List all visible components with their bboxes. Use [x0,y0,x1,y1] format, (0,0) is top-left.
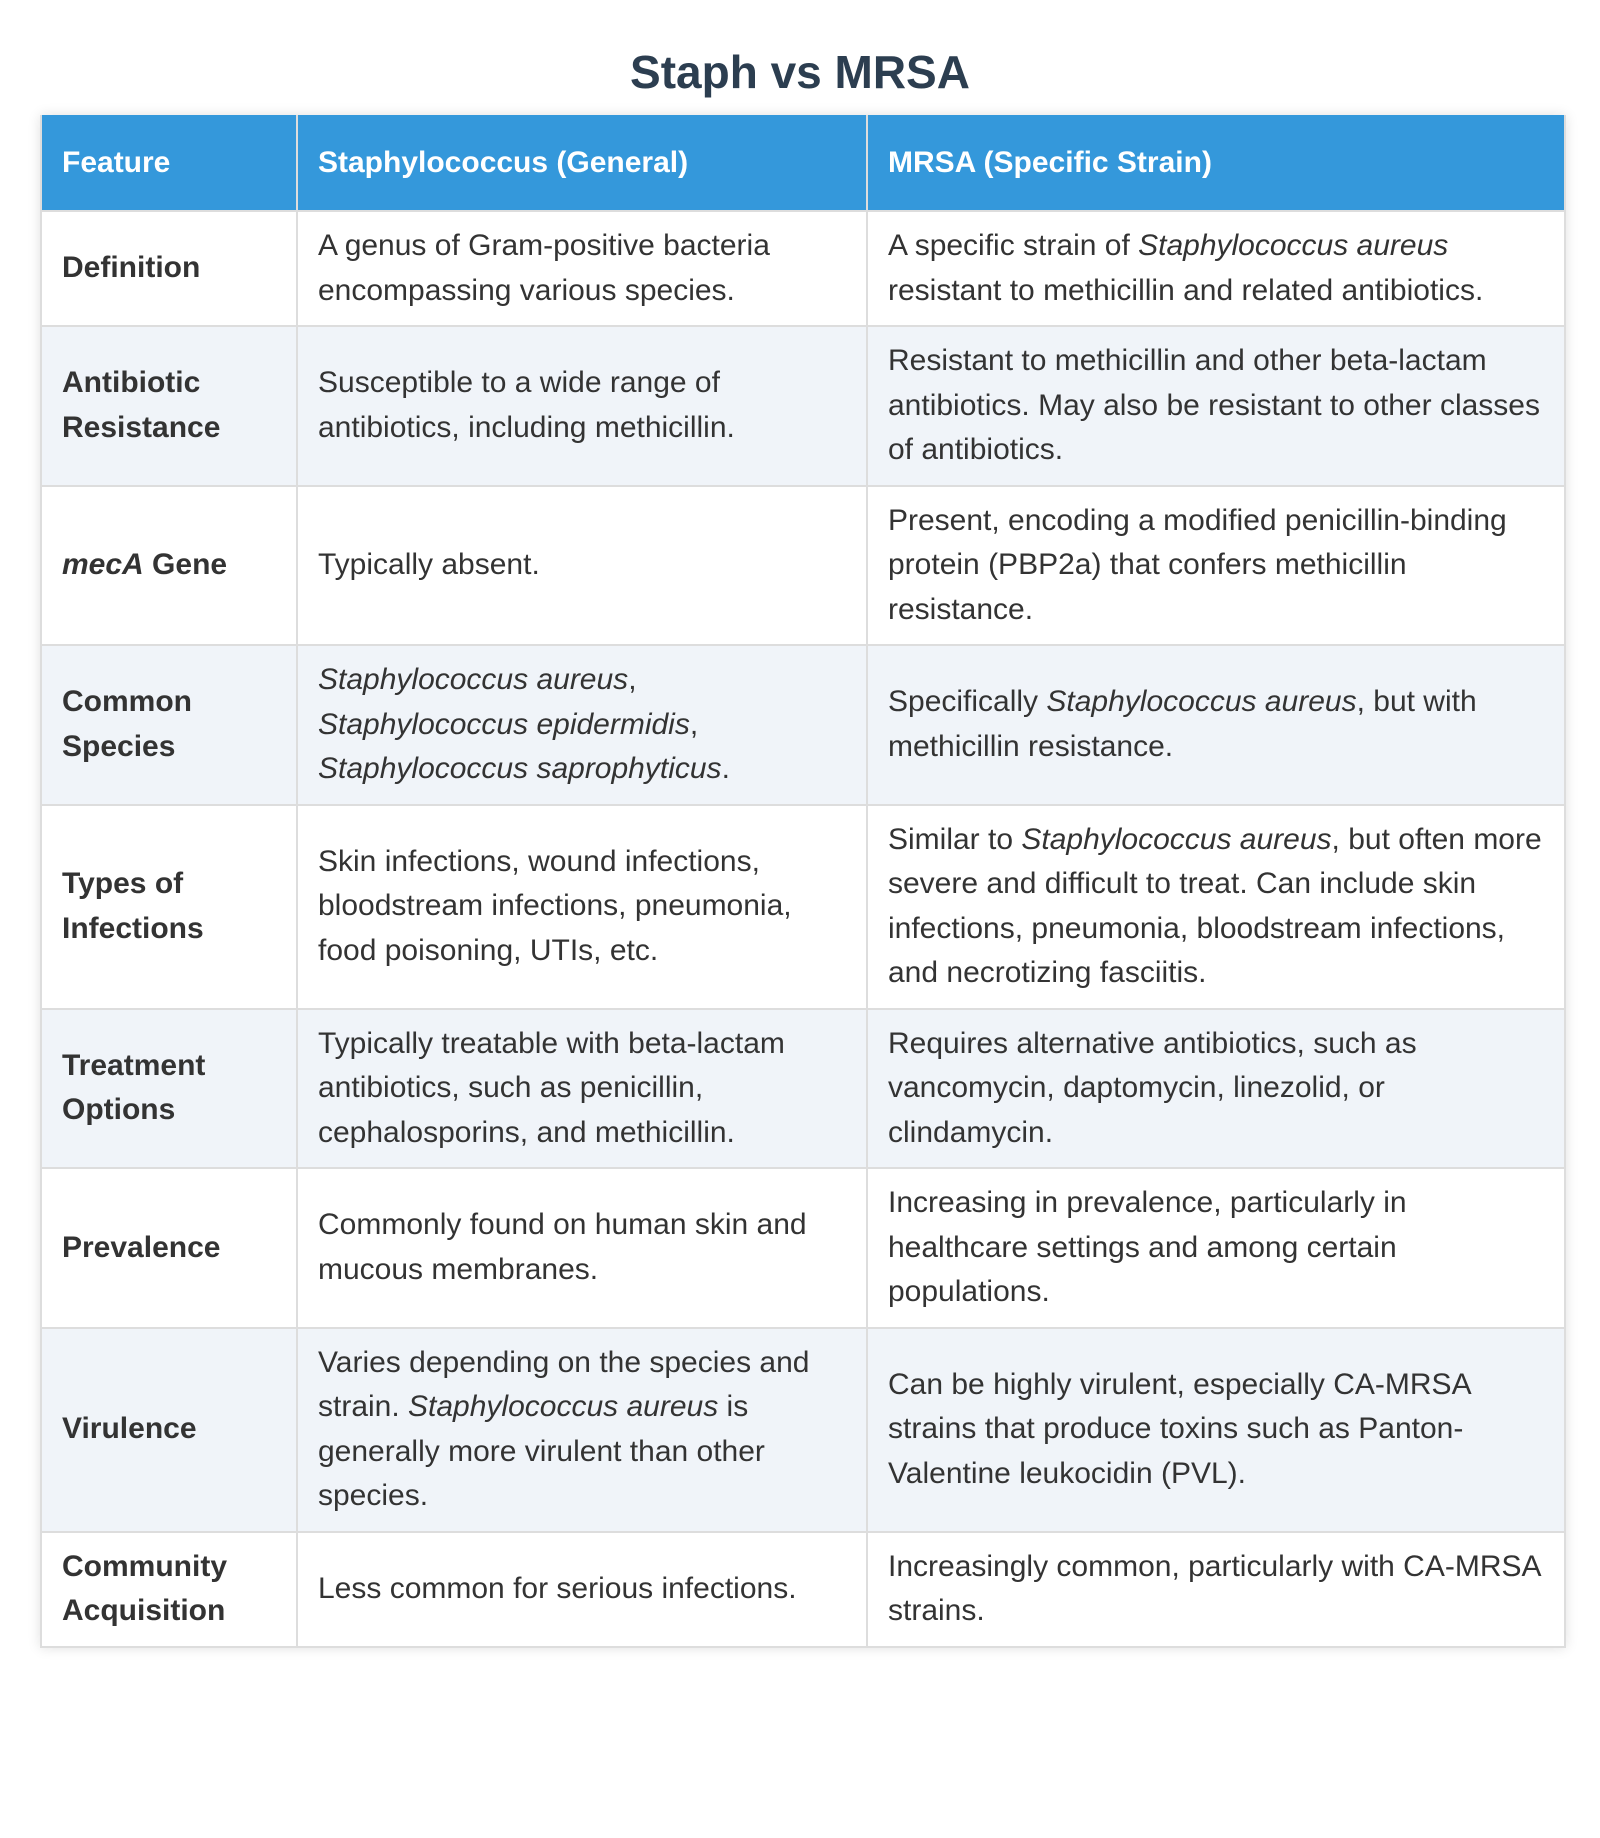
table-row [41,1009,1565,1169]
table-header [41,115,1565,211]
cell-text: Susceptible to a wide range of antibiotics, including methicillin. [318,366,735,444]
cell-text: is generally more virulent than other species. [318,1390,765,1512]
mrsa-cell [867,486,1565,646]
cell-text: Staphylococcus aureus [1138,229,1449,262]
cell-text: Virulence [62,1412,197,1446]
cell-text: Specifically [888,685,1047,719]
cell-text: Staphylococcus aureus [1046,685,1357,719]
header-row [41,115,1565,211]
cell-text: Increasing in prevalence, particularly in healthcare settings and among certain populations. [888,1186,1407,1308]
mrsa-cell [867,326,1565,486]
page-title: Staph vs MRSA [630,46,970,98]
cell-text: Definition [62,251,201,285]
mrsa-cell [867,1532,1565,1647]
column-header-staphylococcus: Staphylococcus (General) [297,115,867,211]
cell-text: , but often more severe and difficult to treat. Can include skin infections, pneumonia, bloodstream infections, and necrotizing fasciitis. [888,822,1542,989]
staphylococcus-cell [297,645,867,805]
cell-text: A specific strain of [888,229,1139,262]
cell-text: Present, encoding a modified penicillin-binding protein (PBP2a) that confers methicillin resistance. [888,503,1507,626]
cell-text: . [721,752,730,785]
cell-text: Staphylococcus epidermidis [318,707,690,741]
table-row [41,326,1565,486]
staphylococcus-cell [297,1009,867,1169]
cell-text: Varies depending on the species and strain. [318,1345,810,1423]
feature-cell [41,326,297,486]
staphylococcus-cell [297,1532,867,1647]
column-header-mrsa: MRSA (Specific Strain) [867,115,1565,211]
cell-text: Common Species [62,685,192,763]
cell-text: Increasingly common, particularly with CA-MRSA strains. [888,1549,1540,1627]
cell-text: Treatment Options [62,1048,206,1127]
table-row [41,211,1565,326]
staphylococcus-cell [297,486,867,646]
column-header-feature: Feature [41,115,297,211]
cell-text: Antibiotic Resistance [62,366,221,444]
staphylococcus-cell [297,805,867,1009]
cell-text: Similar to [888,822,1022,856]
staphylococcus-cell [297,1328,867,1532]
cell-text: Prevalence [62,1230,221,1264]
cell-text: , [628,663,637,696]
comparison-table [40,115,1566,1648]
cell-text: , but with methicillin resistance. [888,685,1477,763]
cell-text: Can be highly virulent, especially CA-MRSA strains that produce toxins such as Panton-Valentine leukocidin (PVL). [888,1367,1470,1490]
feature-cell [41,1328,297,1532]
table-row [41,1168,1565,1328]
table-row [41,805,1565,1009]
feature-cell [41,211,297,326]
cell-text: Requires alternative antibiotics, such as vancomycin, daptomycin, linezolid, or clindamycin. [888,1026,1417,1149]
staphylococcus-cell [297,211,867,326]
cell-text: resistant to methicillin and related antibiotics. [888,273,1484,307]
feature-cell [41,1168,297,1328]
cell-text: Community Acquisition [62,1549,227,1627]
cell-text: Staphylococcus aureus [318,663,629,696]
cell-text: Typically absent. [318,548,540,581]
staphylococcus-cell [297,1168,867,1328]
cell-text: A genus of Gram-positive bacteria encompassing various species. [318,229,770,307]
feature-cell [41,805,297,1009]
table-row [41,1328,1565,1532]
table-row [41,645,1565,805]
mrsa-cell [867,805,1565,1009]
table-body [41,211,1565,1647]
table-row [41,1532,1565,1647]
feature-cell [41,645,297,805]
cell-text: Commonly found on human skin and mucous membranes. [318,1208,807,1286]
cell-text: Staphylococcus aureus [1021,822,1332,856]
cell-text: , [689,707,699,741]
cell-text: Staphylococcus saprophyticus [318,752,722,785]
cell-text: Less common for serious infections. [318,1571,797,1605]
cell-text: Gene [143,548,228,581]
cell-text: Skin infections, wound infections, bloodstream infections, pneumonia, food poisoning, UTIs, etc. [318,844,792,967]
cell-text: Staphylococcus aureus [408,1390,719,1423]
cell-text: Typically treatable with beta-lactam antibiotics, such as penicillin, cephalosporins, and methicillin. [318,1026,785,1149]
feature-cell [41,486,297,646]
mrsa-cell [867,1009,1565,1169]
mrsa-cell [867,211,1565,326]
staphylococcus-cell [297,326,867,486]
mrsa-cell [867,645,1565,805]
cell-text: Types of Infections [62,867,204,945]
cell-text: Resistant to methicillin and other beta-lactam antibiotics. May also be resistant to other classes of antibiotics. [888,344,1540,466]
feature-cell [41,1009,297,1169]
mrsa-cell [867,1168,1565,1328]
cell-text: mecA [62,548,144,581]
table-row [41,486,1565,646]
mrsa-cell [867,1328,1565,1532]
feature-cell [41,1532,297,1647]
